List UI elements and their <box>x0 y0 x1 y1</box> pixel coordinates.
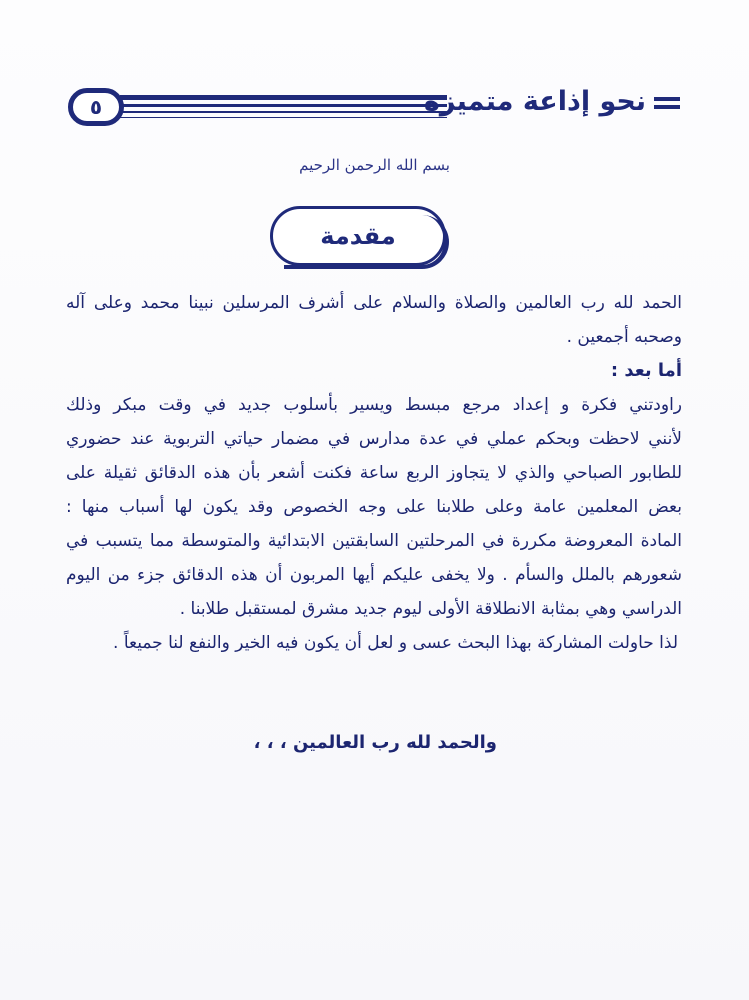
body-line: لأنني لاحظت وبحكم عملي في عدة مدارس في مضمار حياتي التربوية عند حضوري <box>66 429 682 449</box>
body-line: الدراسي وهي بمثابة الانطلاقة الأولى ليوم جديد مشرق لمستقبل طلابنا . <box>179 599 682 619</box>
body-heading: أما بعد : <box>610 360 682 381</box>
header-rule <box>120 104 447 107</box>
page-number: ٥ <box>89 95 103 119</box>
body-text <box>66 286 682 660</box>
header-rule <box>120 95 447 100</box>
body-line: المادة المعروضة مكررة في المرحلتين السابقتين الابتدائية والمتوسطة مما يتسبب في <box>66 531 682 551</box>
body-line: وصحبه أجمعين . <box>566 327 682 347</box>
page-number-badge <box>68 88 124 126</box>
section-title: مقدمة <box>320 222 396 250</box>
basmala-calligraphy: بسم الله الرحمن الرحيم <box>299 156 450 174</box>
body-line: شعورهم بالملل والسأم . ولا يخفى عليكم أيها المربون أن هذه الدقائق جزء من اليوم <box>66 565 682 585</box>
running-title: نحو إذاعة متميزة <box>423 86 646 117</box>
header-marker <box>654 105 680 109</box>
body-line: للطابور الصباحي والذي لا يتجاوز الربع ساعة فكنت أشعر بأن هذه الدقائق ثقيلة على <box>66 463 682 483</box>
body-line: لذا حاولت المشاركة بهذا البحث عسى و لعل أن يكون فيه الخير والنفع لنا جميعاً . <box>113 633 678 653</box>
closing-line: والحمد لله رب العالمين ، ، ، <box>253 732 497 753</box>
header-marker <box>654 97 680 101</box>
body-line: بعض المعلمين عامة وعلى طلابنا على وجه الخصوص وقد يكون لها أسباب منها : <box>66 497 682 517</box>
section-title-capsule <box>270 206 446 266</box>
body-line: راودتني فكرة و إعداد مرجع مبسط ويسير بأسلوب جديد في وقت مبكر وذلك <box>66 395 682 415</box>
header-rule <box>120 117 447 118</box>
header-rule <box>120 111 447 113</box>
page-header <box>68 86 680 132</box>
body-line: الحمد لله رب العالمين والصلاة والسلام على أشرف المرسلين نبينا محمد وعلى آله <box>66 293 682 313</box>
